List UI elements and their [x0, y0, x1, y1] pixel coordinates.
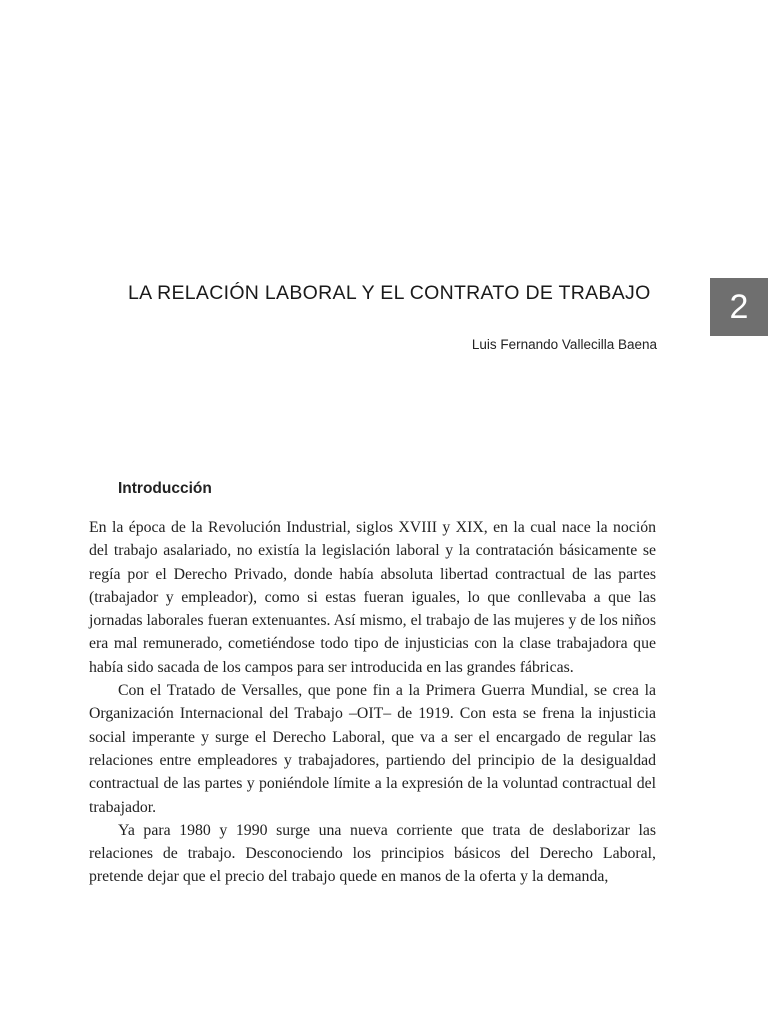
section-heading: Introducción — [118, 480, 212, 497]
paragraph: Con el Tratado de Versalles, que pone fin a la Primera Guerra Mundial, se crea la Organización Internacional del Trabajo –OIT– de 1919. Con esta se frena la injusticia social imperante y surge el Derecho Laboral, que va a ser el encargado de regular las relaciones entre empleadores y trabajadores, partiendo del principio de la desigualdad contractual de las partes y poniéndole límite a la expresión de la voluntad contractual del trabajador. — [89, 682, 656, 816]
chapter-number-tab — [710, 278, 768, 336]
paragraph: Ya para 1980 y 1990 surge una nueva corriente que trata de deslaborizar las relaciones de trabajo. Desconociendo los principios básicos del Derecho Laboral, pretende dejar que el precio del trabajo quede en manos de la oferta y la demanda, — [89, 821, 656, 886]
paragraph: En la época de la Revolución Industrial, siglos XVIII y XIX, en la cual nace la noción del trabajo asalariado, no existía la legislación laboral y la contratación básicamente se regía por el Derecho Privado, donde había absoluta libertad contractual de las partes (trabajador y empleador), como si estas fueran iguales, lo que conllevaba a que las jornadas laborales fueran extenuantes. Así mismo, el trabajo de las mujeres y de los niños era mal remunerado, cometiéndose todo tipo de injusticias con la clase trabajadora que había sido sacada de los campos para ser introducida en las grandes fábricas. — [89, 519, 656, 676]
chapter-number: 2 — [729, 288, 749, 326]
body-text — [89, 516, 656, 889]
author-name: Luis Fernando Vallecilla Baena — [471, 337, 657, 352]
chapter-title: LA RELACIÓN LABORAL Y EL CONTRATO DE TRABAJO — [128, 282, 651, 304]
